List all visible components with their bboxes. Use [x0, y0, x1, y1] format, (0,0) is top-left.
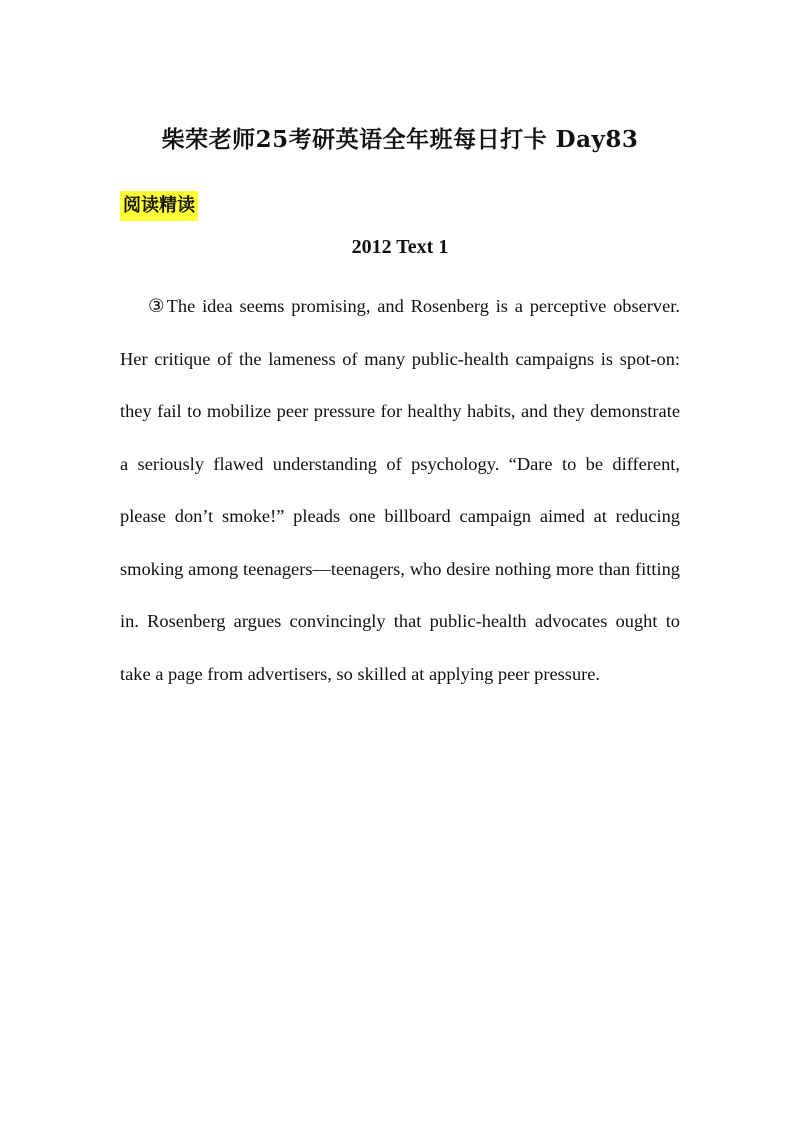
reading-passage: ③The idea seems promising, and Rosenberg is a perceptive observer. Her critique of the lameness of many public-health campaigns is spot-on: they fail to mobilize peer pressure for healthy habits, and they demonstrate a seriously flawed understanding of psychology. “Dare to be different, please don’t smoke!” pleads one billboard campaign aimed at reducing smoking among teenagers—teenagers, who desire nothing more than fitting in. Rosenberg argues convincingly that public-health advocates ought to take a page from advertisers, so skilled at applying peer pressure. [120, 296, 680, 684]
page-title: 柴荣老师25考研英语全年班每日打卡 Day83 [161, 126, 639, 153]
section-label-highlighted: 阅读精读 [120, 191, 198, 221]
text-heading: 2012 Text 1 [351, 236, 449, 258]
